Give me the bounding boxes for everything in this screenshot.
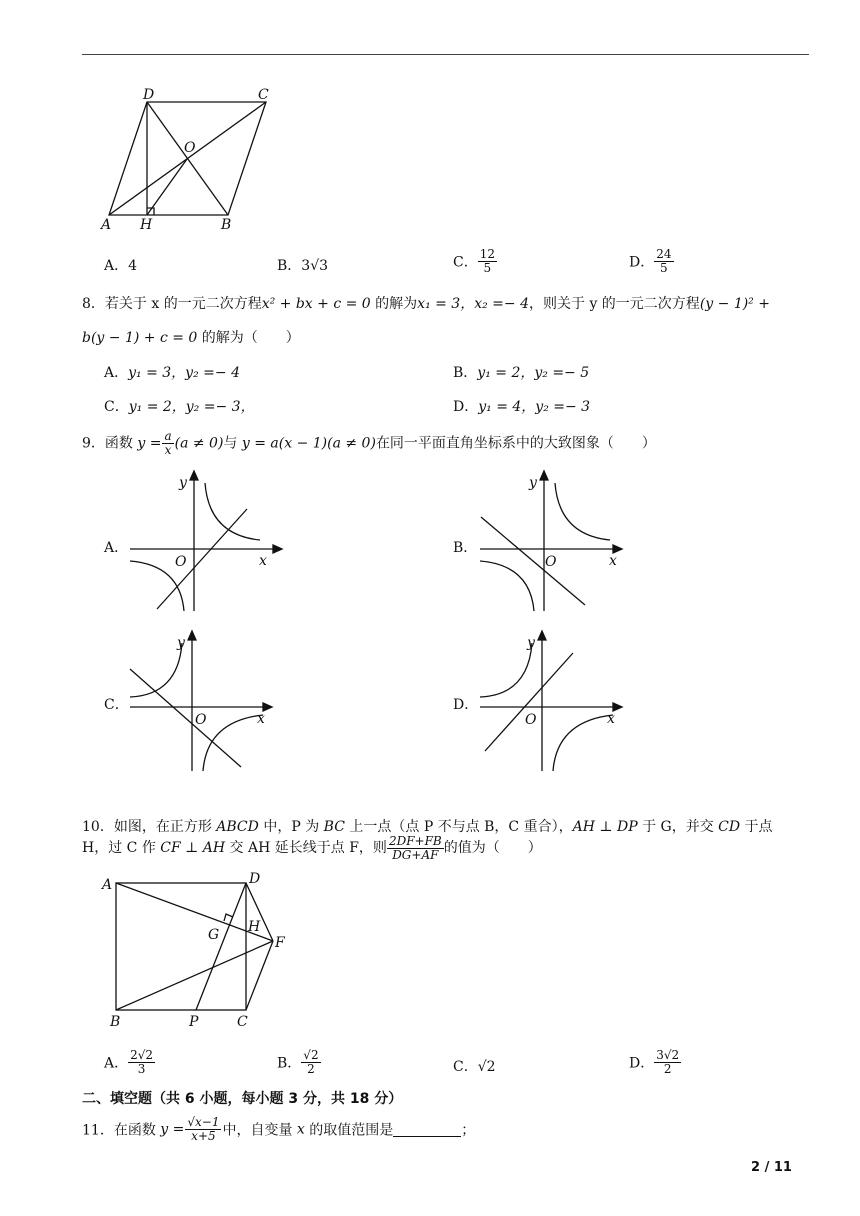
q7-option-b-value: 3√3: [301, 258, 329, 274]
q11-fraction: $\frac{√x-1}{x+5}$: [187, 1115, 220, 1143]
q9-option-c-letter[interactable]: C．: [104, 697, 129, 713]
q7-label-o: O: [184, 140, 196, 156]
q9-option-d-letter[interactable]: D．: [453, 697, 479, 713]
q11-stem: 11．在函数 y = $\frac{√x-1}{x+5}$ 中，自变量 x 的取值范围是 ；: [82, 1115, 476, 1143]
q8-option-c[interactable]: C．y₁ = 2，y₂ =− 3，: [104, 399, 255, 415]
q7-label-h: H: [140, 217, 153, 233]
q8-option-d[interactable]: D．y₁ = 4，y₂ =− 3: [453, 399, 591, 415]
q10-label-d: D: [249, 871, 261, 887]
q8-option-a[interactable]: A．y₁ = 3，y₂ =− 4: [104, 365, 240, 381]
q9c-x-label: x: [257, 711, 265, 727]
q9-graph-d[interactable]: [475, 625, 635, 775]
q7-label-b: B: [221, 217, 232, 233]
q10-label-a: A: [102, 877, 113, 893]
q7-label-d: D: [143, 87, 155, 103]
page-number: 2 / 11: [751, 1160, 792, 1175]
q9d-x-label: x: [607, 711, 615, 727]
q7-option-b[interactable]: [277, 255, 328, 275]
q7-option-b-letter: B．: [277, 258, 302, 274]
q9b-y-label: y: [529, 475, 537, 491]
header-rule: [82, 54, 809, 55]
q9b-x-label: x: [609, 553, 617, 569]
q10-square-figure: [98, 868, 298, 1034]
q9a-y-label: y: [179, 475, 187, 491]
q9-option-a-letter[interactable]: A．: [104, 540, 129, 556]
q7-option-d-letter: D．: [629, 254, 655, 271]
q9b-o-label: O: [545, 554, 557, 570]
q10-label-g: G: [208, 927, 220, 943]
q10-label-h: H: [248, 919, 261, 935]
q10-option-a[interactable]: A． $\frac{2√2}{3}$: [104, 1048, 154, 1076]
q7-label-a: A: [101, 217, 112, 233]
q7-option-a-value: 4: [128, 258, 138, 274]
q7-option-c-letter: C．: [453, 254, 478, 271]
q10-option-b-fraction: $\frac{√2}{2}$: [303, 1048, 319, 1076]
q10-label-b: B: [110, 1014, 121, 1030]
q10-label-f: F: [275, 935, 285, 951]
q9-graph-b[interactable]: [475, 465, 635, 615]
q8-option-b[interactable]: B．y₁ = 2，y₂ =− 5: [453, 365, 590, 381]
section2-title: 二、填空题（共 6 小题，每小题 3 分，共 18 分）: [82, 1091, 403, 1107]
q7-option-d-fraction: $\frac{24}{5}$: [656, 247, 672, 275]
q10-option-c[interactable]: C．√2: [453, 1059, 496, 1075]
q10-option-d-fraction: $\frac{3√2}{2}$: [656, 1048, 680, 1076]
q10-line2: H，过 C 作 CF ⊥ AH 交 AH 延长线于点 F，则 $\frac{2DF+FB}{DG+AF}$ 的值为（ ）: [82, 833, 542, 862]
q9d-o-label: O: [525, 712, 537, 728]
q10-option-a-fraction: $\frac{2√2}{3}$: [130, 1048, 154, 1076]
q9a-o-label: O: [175, 554, 187, 570]
q7-option-c[interactable]: [453, 248, 497, 275]
q10-label-c: C: [237, 1014, 248, 1030]
q10-fraction: $\frac{2DF+FB}{DG+AF}$: [388, 833, 442, 862]
q10-option-d[interactable]: D． $\frac{3√2}{2}$: [629, 1048, 680, 1076]
q9-stem: 9．函数 y = $\frac{a}{x}$ (a ≠ 0)与 y = a(x − 1)(a ≠ 0)在同一平面直角坐标系中的大致图象（ ）: [82, 429, 656, 457]
q7-option-c-fraction: $\frac{12}{5}$: [479, 247, 495, 275]
q10-option-b[interactable]: B． $\frac{√2}{2}$: [277, 1048, 319, 1076]
q9-graph-c[interactable]: [125, 625, 285, 775]
q7-parallelogram-figure: [95, 84, 285, 234]
q7-label-c: C: [258, 87, 269, 103]
q7-option-a-letter: A．: [104, 258, 129, 274]
q10-line1: 10．如图，在正方形 ABCD 中，P 为 BC 上一点（点 P 不与点 B，C 重合），AH ⊥ DP 于 G，并交 CD 于点: [82, 819, 773, 835]
q8-line1: 8．若关于 x 的一元二次方程x² + bx + c = 0 的解为x₁ = 3，x₂ =− 4，则关于 y 的一元二次方程(y − 1)² +: [82, 296, 770, 312]
q9c-y-label: y: [177, 635, 185, 651]
q10-label-p: P: [189, 1014, 199, 1030]
q9-option-b-letter[interactable]: B．: [453, 540, 478, 556]
q11-answer-blank[interactable]: [393, 1122, 461, 1137]
q9d-y-label: y: [527, 635, 535, 651]
q9-fraction: $\frac{a}{x}$: [164, 429, 172, 457]
q9a-x-label: x: [259, 553, 267, 569]
q8-line2: b(y − 1) + c = 0 的解为（ ）: [82, 330, 300, 346]
q9-graph-a[interactable]: [125, 465, 285, 615]
q9c-o-label: O: [195, 712, 207, 728]
q7-option-a[interactable]: [104, 255, 137, 275]
q7-option-d[interactable]: [629, 248, 674, 275]
